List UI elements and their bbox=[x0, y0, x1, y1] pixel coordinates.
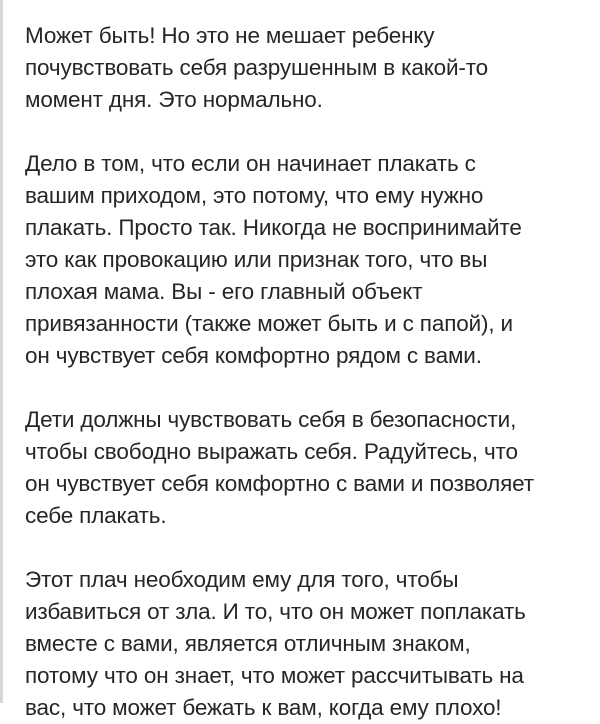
paragraph-4: Этот плач необходим ему для того, чтобы избавиться от зла. И то, что он может поплакать вместе с вами, является отличным знаком, потому что он знает, что может рассчитывать на вас, что может бежать к вам, когда ему плохо! bbox=[25, 567, 526, 720]
left-border-rule bbox=[0, 0, 3, 703]
article-text bbox=[25, 20, 590, 724]
paragraph-3: Дети должны чувствовать себя в безопасности, чтобы свободно выражать себя. Радуйтесь, что он чувствует себя комфортно с вами и позволяет себе плакать. bbox=[25, 407, 534, 528]
paragraph-2: Дело в том, что если он начинает плакать с вашим приходом, это потому, что ему нужно плакать. Просто так. Никогда не воспринимайте это как провокацию или признак того, что вы плохая мама. Вы - его главный объект привязанности (также может быть и с папой), и он чувствует себя комфортно рядом с вами. bbox=[25, 151, 522, 368]
paragraph-1: Может быть! Но это не мешает ребенку почувствовать себя разрушенным в какой-то момент дня. Это нормально. bbox=[25, 23, 489, 112]
